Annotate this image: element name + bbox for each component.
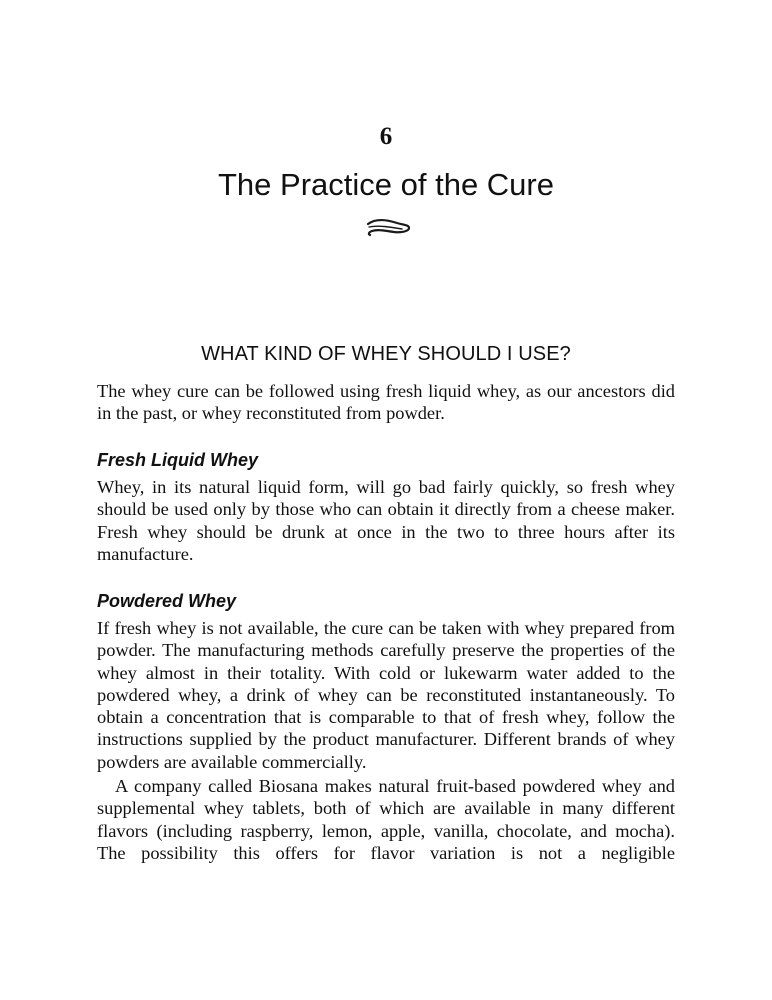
chapter-number: 6 [379,123,393,150]
fresh-liquid-whey-paragraph: Whey, in its natural liquid form, will go bad fairly quickly, so fresh whey should be used only by those who can obtain it directly from a cheese maker. Fresh whey should be drunk at once in the two to three hours after its manufacture. [97,477,675,564]
flourish-ornament-icon [364,216,412,238]
chapter-title: The Practice of the Cure [218,167,554,202]
intro-paragraph: The whey cure can be followed using fresh liquid whey, as our ancestors did in the past, or whey reconstituted from powder. [97,381,675,424]
fresh-liquid-whey-heading: Fresh Liquid Whey [97,450,259,470]
section-heading: WHAT KIND OF WHEY SHOULD I USE? [201,343,571,365]
biosana-paragraph: A company called Biosana makes natural fruit-based powdered whey and supplemental whey tablets, both of which are available in many different flavors (including raspberry, lemon, apple, vanilla, chocolate, and mocha). The possibility this offers for flavor variation is not a negligible [97,776,675,863]
powdered-whey-paragraph: If fresh whey is not available, the cure can be taken with whey prepared from powder. The manufacturing methods carefully preserve the properties of the whey almost in their totality. With cold or lukewarm water added to the powdered whey, a drink of whey can be reconstituted instantaneously. To obtain a concentration that is comparable to that of fresh whey, follow the instructions supplied by the product manufacturer. Different brands of whey powders are available commercially. [97,618,675,772]
powdered-whey-heading: Powdered Whey [97,591,237,611]
